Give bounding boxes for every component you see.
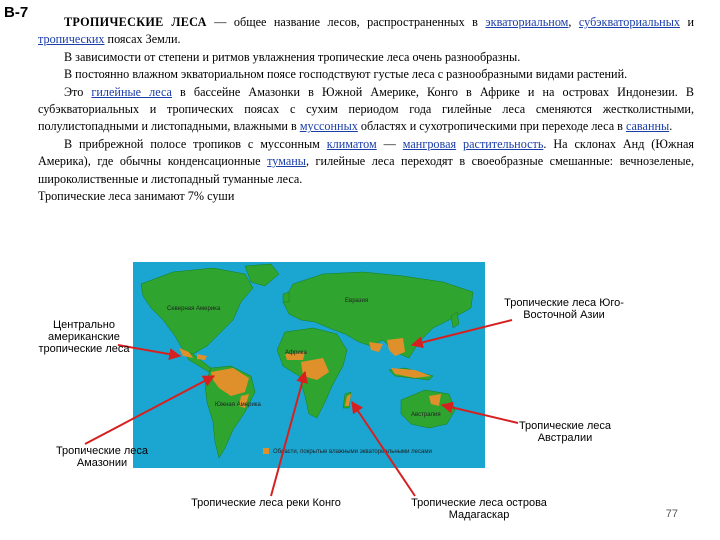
map-label-south-america: Южная Америка: [215, 402, 261, 408]
link-subequatorial[interactable]: субэкваториальных: [578, 15, 680, 29]
map-label-eurasia: Евразия: [345, 298, 369, 304]
text-run: и: [679, 15, 694, 29]
paragraph-definition: [38, 14, 694, 49]
callout-madagascar: Тропические леса острова Мадагаскар: [411, 497, 547, 521]
paragraph-coastal: [38, 136, 694, 188]
text-run: —: [376, 136, 403, 151]
map-label-australia: Австралия: [411, 412, 441, 418]
callout-central-america: Центрально американские тропические леса: [38, 319, 130, 355]
britain-shape: [283, 292, 289, 302]
slide-label: В-7: [4, 4, 29, 21]
link-vegetation[interactable]: растительность: [463, 136, 544, 151]
text-run: В прибрежной полосе тропиков с муссонным: [64, 136, 327, 151]
text-run: , гилейные леса переходят в своеобразные смешанные: вечнозеленые, широколиственные и листопадный туманные леса.: [38, 154, 694, 186]
world-map: [133, 262, 485, 468]
map-label-africa: Африка: [285, 350, 307, 356]
link-hylaea[interactable]: гилейные леса: [91, 84, 172, 99]
link-savanna[interactable]: саванны: [625, 119, 670, 134]
link-fog[interactable]: туманы: [267, 154, 306, 169]
text-run: — общее название лесов, распространенных в: [206, 15, 486, 29]
paragraph-share: Тропические леса занимают 7% суши: [38, 189, 235, 204]
link-monsoon[interactable]: муссонных: [299, 119, 358, 134]
term-heading: ТРОПИЧЕСКИЕ ЛЕСА: [64, 15, 207, 29]
text-run: ,: [568, 15, 579, 29]
map-legend: Области, покрытые влажными экваториальными лесами: [273, 449, 432, 455]
map-label-north-america: Северная Америка: [167, 306, 221, 312]
text-run: . На склонах Анд (Южная Америка), где обычны конденсационные: [38, 136, 694, 169]
link-tropical[interactable]: тропических: [38, 32, 105, 47]
text-run: в бассейне Амазонки в Южной Америке, Конго в Африке и на островах Индонезии. В субэкваториальных и тропических поясах с сухим периодом года гилейные леса сменяются жестколистными, полулистопадными и листопадными, влажными в: [38, 84, 694, 134]
callout-southeast-asia: Тропические леса Юго-Восточной Азии: [504, 297, 624, 321]
callout-congo: Тропические леса реки Конго: [191, 497, 341, 509]
link-climate[interactable]: климатом: [326, 136, 377, 151]
paragraph-hylaea: [38, 84, 694, 136]
text-run: [456, 137, 463, 151]
text-run: Это: [64, 84, 92, 99]
text-run: .: [669, 119, 673, 134]
callout-amazon: Тропические леса Амазонии: [55, 445, 149, 469]
text-run: областях и сухотропическими при переходе леса в: [357, 119, 626, 134]
paragraph-humidity: В зависимости от степени и ритмов увлажнения тропические леса очень разнообразны.: [64, 49, 521, 64]
page-number: 77: [665, 508, 678, 520]
legend-swatch: [263, 448, 269, 454]
article-text: [38, 14, 694, 205]
link-mangrove[interactable]: мангровая: [402, 136, 457, 151]
callout-australia: Тропические леса Австралии: [518, 420, 612, 444]
link-equatorial[interactable]: экваториальном: [485, 15, 569, 29]
paragraph-equatorial-belt: В постоянно влажном экваториальном поясе господствуют густые леса с разнообразными видами растений.: [64, 67, 628, 82]
text-run: поясах Земли.: [104, 32, 181, 47]
